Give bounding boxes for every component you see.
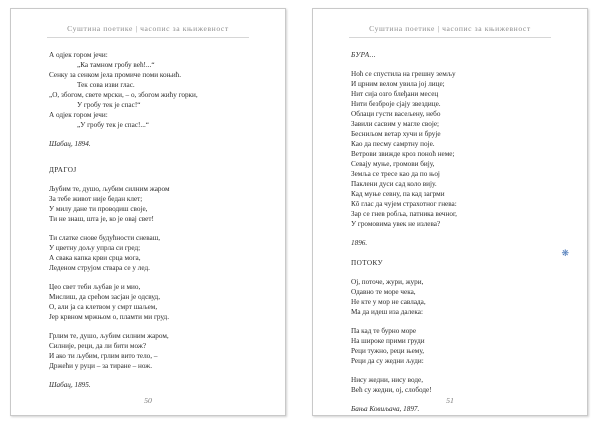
poem-line: Силније, реци, да ли бити мож? bbox=[49, 342, 147, 350]
poem-line: Облаци густи васељену, небо bbox=[351, 110, 441, 118]
poem-signature: 1896. bbox=[351, 239, 368, 247]
poem-line: Кад муње севну, па кад загрми bbox=[351, 190, 445, 198]
running-header: Суштина поетике | часопис за књижевност bbox=[67, 24, 229, 33]
poem-line: А свака капка крви срца мога, bbox=[49, 254, 141, 262]
poem-line: Нит сија озго блеђани месец bbox=[351, 90, 439, 98]
ornament-icon: ❋ bbox=[561, 248, 569, 258]
poem-line: Мислиш, да срећом засјан је одсвуд, bbox=[49, 293, 161, 301]
poem-line: Тек сова изви глас. bbox=[77, 81, 135, 89]
poem-line: И црним велом увила јој лице; bbox=[351, 80, 445, 88]
poem-line: Љубим те, душо, љубим силним жаром bbox=[49, 185, 170, 193]
poem-line: Ти слатке снове будућности сневаш, bbox=[49, 234, 161, 242]
poem-line: Земља се тресе као да по њој bbox=[351, 170, 440, 178]
poem-line: Ветрови звижде кроз поноћ неме; bbox=[351, 150, 455, 158]
poem-line: Као да песму самртну поје. bbox=[351, 140, 435, 148]
poem-line: Већ су жедни, ој, слободе! bbox=[351, 386, 432, 394]
poem-line: Ма да идеш иза далека: bbox=[351, 308, 423, 316]
poem-line: У гробу тек је спас!“ bbox=[77, 101, 141, 109]
poem-line: Севају муње, громови бију, bbox=[351, 160, 435, 168]
poem-line: У цветну дољу упрла си гред; bbox=[49, 244, 141, 252]
book-page-right bbox=[312, 8, 588, 416]
poem-line: Бесниљом ветар хучи и брује bbox=[351, 130, 441, 138]
poem-line: Ти не знаш, шта је, ко је овај свет! bbox=[49, 215, 154, 223]
poem-line: За тебе живот није бедан клет; bbox=[49, 195, 143, 203]
poem-line: Зар се гнев робља, патника вечног, bbox=[351, 210, 457, 218]
poem-line: Паклени дуси сад коло вију. bbox=[351, 180, 437, 188]
page-number: 51 bbox=[446, 396, 454, 405]
header-divider bbox=[349, 37, 551, 38]
poem-signature: Шабац, 1894. bbox=[49, 140, 91, 148]
poem-line: О, али ја са клетвом у смрт шаљем, bbox=[49, 303, 158, 311]
poem-line: Нису жедни, нису воде, bbox=[351, 376, 423, 384]
poem-line: На широке прими груди bbox=[351, 337, 425, 345]
poem-line: Јер крвном мржњом о, пламти ми груд. bbox=[49, 313, 169, 321]
poem-title: БУРА... bbox=[351, 51, 377, 59]
poem-line: Кô глас да чујем страхотног гнева: bbox=[351, 200, 457, 208]
poem-line: Грлим те, душо, љубим силним жаром, bbox=[49, 332, 169, 340]
book-page-left bbox=[10, 8, 286, 416]
poem-signature: Шабац, 1895. bbox=[49, 381, 91, 389]
header-divider bbox=[47, 37, 249, 38]
poem-line: Нити безброје сјају звездице. bbox=[351, 100, 441, 108]
poem-line: А одјек гором јечи: bbox=[49, 51, 108, 59]
poem-line: Цео свет теби љубав је и мио, bbox=[49, 283, 141, 291]
poem-line: Ноћ се спустила на грешну земљу bbox=[351, 70, 456, 78]
poem-line: Одавно те море чека, bbox=[351, 288, 416, 296]
poem-title: ДРАГОЈ bbox=[49, 166, 77, 174]
poem-line: Реци тужно, реци њему, bbox=[351, 347, 425, 355]
poem-signature: Бања Ковиљача, 1897. bbox=[351, 405, 420, 413]
poem-line: Ој, поточе, жури, жури, bbox=[351, 278, 424, 286]
poem-line: „О, збогом, свете мрски, – о, збогом жићу горки, bbox=[49, 91, 198, 99]
poem-line: Сенку за сенком јела промиче поми коњић. bbox=[49, 71, 182, 79]
poem-line: „У гробу тек је спас!...“ bbox=[77, 121, 149, 129]
running-header: Суштина поетике | часопис за књижевност bbox=[369, 24, 531, 33]
poem-line: „Ка тамном гробу већ!...“ bbox=[77, 61, 155, 69]
poem-line: Не кте у мор не савлада, bbox=[351, 298, 426, 306]
poem-line: Завили сасвим у магле своје; bbox=[351, 120, 440, 128]
poem-line: Па кад те бурно море bbox=[351, 327, 417, 335]
poem-title: ПОТОКУ bbox=[351, 259, 384, 267]
page-number: 50 bbox=[144, 396, 152, 405]
poem-line: Леденом струјом ствара се у лед. bbox=[49, 264, 150, 272]
page-content bbox=[49, 50, 271, 390]
poem-line: У милу дане ти проводиш своје, bbox=[49, 205, 148, 213]
poem-line: У громовима увек не излева? bbox=[351, 220, 441, 228]
poem-line: Држећи у руци – за тиране – нож. bbox=[49, 362, 153, 370]
poem-line: А одјек гором јечи: bbox=[49, 111, 108, 119]
poem-line: Реци да су жедни људи: bbox=[351, 357, 424, 365]
poem-line: И ако ти љубим, грлим вито тело, – bbox=[49, 352, 158, 360]
page-content bbox=[351, 50, 573, 414]
